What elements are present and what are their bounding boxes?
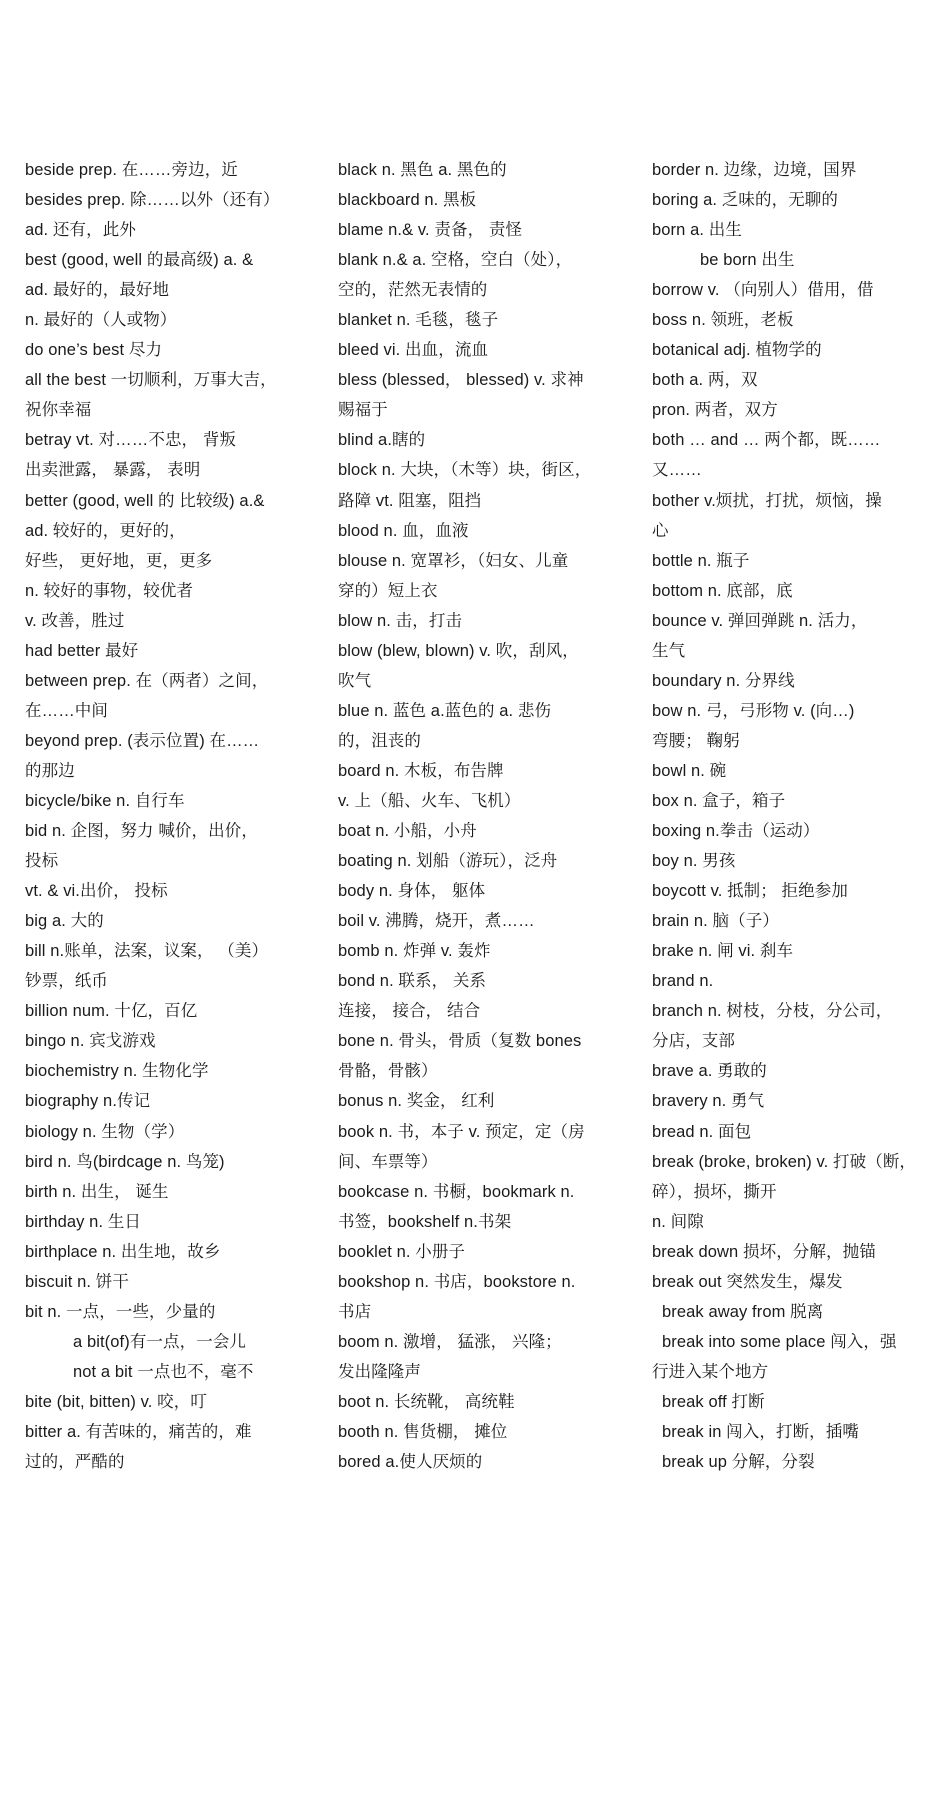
vocab-entry-line: a bit(of)有一点，一会儿 [73, 1332, 247, 1351]
vocab-entry-line: bingo n. 宾戈游戏 [25, 1032, 156, 1051]
vocab-entry-line: brake n. 闸 vi. 刹车 [652, 942, 794, 961]
vocab-entry-line: bit n. 一点，一些，少量的 [25, 1302, 216, 1321]
vocab-entry-line: bother v.烦扰，打扰，烦恼，操 [652, 491, 882, 510]
vocab-entry-line: 过的，严酷的 [25, 1453, 125, 1472]
vocab-entry-line: 空的，茫然无表情的 [338, 281, 488, 300]
vocab-entry-line: beside prep. 在……旁边，近 [25, 161, 238, 179]
vocab-entry-line: 书签，bookshelf n.书架 [338, 1212, 512, 1231]
vocab-entry-line: bleed vi. 出血，流血 [338, 341, 489, 360]
vocab-entry-line: boating n. 划船（游玩），泛舟 [338, 852, 558, 871]
vocab-entry-line: 分店，支部 [652, 1032, 735, 1051]
vocab-entry-line: bicycle/bike n. 自行车 [25, 791, 185, 810]
vocab-entry-line: 钞票，纸币 [25, 972, 108, 991]
vocab-entry-line: biochemistry n. 生物化学 [25, 1062, 209, 1081]
vocab-entry-line: betray vt. 对……不忠， 背叛 [25, 431, 237, 450]
vocab-entry-line: birthday n. 生日 [25, 1212, 142, 1231]
vocab-entry-line: n. 最好的（人或物） [25, 311, 177, 330]
vocab-entry-line: 赐福于 [338, 401, 388, 420]
vocab-entry-line: break out 突然发生，爆发 [652, 1272, 843, 1291]
vocab-entry-line: ad. 较好的，更好的， [25, 521, 186, 540]
vocab-entry-line: 的那边 [25, 761, 75, 780]
vocab-entry-line: bow n. 弓，弓形物 v. (向…) [652, 701, 855, 720]
vocab-entry-line: biography n.传记 [25, 1092, 151, 1111]
vocab-entry-line: ad. 还有，此外 [25, 221, 136, 240]
vocab-entry-line: break in 闯入，打断，插嘴 [662, 1422, 859, 1441]
vocab-entry-line: break into some place 闯入，强 [662, 1332, 897, 1351]
vocab-entry-line: 骨骼，骨骸） [338, 1062, 438, 1081]
vocab-entry-line: block n. 大块，（木等）块，街区， [338, 461, 592, 480]
vocab-entry-line: billion num. 十亿，百亿 [25, 1002, 198, 1021]
vocab-entry-line: blackboard n. 黑板 [338, 191, 477, 210]
vocab-column-1 [25, 155, 325, 1477]
vocab-entry-line: n. 间隙 [652, 1212, 704, 1231]
vocab-entry-line: break down 损坏，分解，抛锚 [652, 1242, 876, 1261]
vocab-entry-line: v. 上（船、火车、飞机） [338, 791, 521, 810]
vocab-entry-line: boundary n. 分界线 [652, 671, 795, 690]
vocab-column-3 [652, 155, 943, 1477]
vocab-entry-line: bonus n. 奖金， 红利 [338, 1092, 495, 1111]
vocab-entry-line: 穿的）短上衣 [338, 581, 438, 600]
vocab-entry-line: biology n. 生物（学） [25, 1122, 185, 1141]
vocab-entry-line: 弯腰； 鞠躬 [652, 731, 740, 750]
vocab-entry-line: blood n. 血，血液 [338, 521, 469, 540]
vocab-entry-line: be born 出生 [700, 251, 795, 270]
vocab-entry-line: borrow v. （向别人）借用，借 [652, 281, 874, 300]
vocab-entry-line: besides prep. 除……以外（还有） [25, 191, 280, 210]
vocab-entry-line: brand n. [652, 972, 714, 991]
vocab-entry-line: bitter a. 有苦味的，痛苦的，难 [25, 1422, 252, 1441]
vocab-entry-line: 又…… [652, 461, 702, 480]
vocab-entry-line: v. 改善，胜过 [25, 611, 125, 630]
vocab-entry-line: 间、车票等） [338, 1152, 438, 1171]
vocab-entry-line: boot n. 长统靴， 高统鞋 [338, 1392, 515, 1411]
vocab-entry-line: break away from 脱离 [662, 1302, 824, 1321]
vocab-entry-line: break (broke, broken) v. 打破（断， [652, 1152, 917, 1171]
vocab-entry-line: bowl n. 碗 [652, 761, 727, 780]
vocab-entry-line: 吹气 [338, 671, 372, 690]
vocab-entry-line: bread n. 面包 [652, 1122, 752, 1141]
vocab-entry-line: bottle n. 瓶子 [652, 551, 750, 570]
vocab-entry-line: pron. 两者，双方 [652, 401, 778, 420]
vocab-entry-line: blow n. 击，打击 [338, 611, 463, 630]
vocab-entry-line: bomb n. 炸弹 v. 轰炸 [338, 942, 491, 961]
vocab-entry-line: boss n. 领班，老板 [652, 311, 794, 330]
vocab-entry-line: bless (blessed， blessed) v. 求神 [338, 371, 584, 390]
vocab-entry-line: boil v. 沸腾，烧开，煮…… [338, 912, 535, 931]
vocab-entry-line: blame n.& v. 责备， 责怪 [338, 221, 523, 240]
vocab-entry-line: 书店 [338, 1302, 372, 1321]
vocab-entry-line: bid n. 企图，努力 喊价，出价， [25, 822, 258, 841]
vocab-entry-line: n. 较好的事物，较优者 [25, 581, 194, 600]
vocab-entry-line: 的，沮丧的 [338, 731, 421, 750]
vocab-entry-line: born a. 出生 [652, 221, 742, 240]
vocab-entry-line: 在……中间 [25, 701, 108, 720]
vocab-entry-line: 发出隆隆声 [338, 1362, 421, 1381]
vocab-entry-line: birth n. 出生， 诞生 [25, 1182, 169, 1201]
vocab-entry-line: 投标 [25, 852, 59, 871]
vocab-entry-line: blind a.瞎的 [338, 431, 426, 450]
vocab-entry-line: bond n. 联系， 关系 [338, 972, 487, 991]
vocab-entry-line: bite (bit, bitten) v. 咬，叮 [25, 1392, 207, 1411]
vocab-entry-line: 路障 vt. 阻塞，阻挡 [338, 491, 482, 510]
vocab-entry-line: boxing n.拳击（运动） [652, 822, 820, 841]
vocab-entry-line: 心 [652, 521, 669, 540]
vocab-entry-line: big a. 大的 [25, 912, 104, 931]
vocab-entry-line: bravery n. 勇气 [652, 1092, 765, 1111]
vocab-entry-line: boring a. 乏味的，无聊的 [652, 191, 838, 210]
vocab-entry-line: bone n. 骨头，骨质（复数 bones [338, 1032, 582, 1051]
vocab-entry-line: better (good, well 的 比较级) a.& [25, 491, 265, 510]
vocab-entry-line: 连接， 接合， 结合 [338, 1002, 481, 1021]
vocab-entry-line: 碎），损坏，撕开 [652, 1182, 777, 1201]
vocab-entry-line: brave a. 勇敢的 [652, 1062, 767, 1081]
vocab-entry-line: bookshop n. 书店，bookstore n. [338, 1272, 576, 1291]
vocab-entry-line: blanket n. 毛毯，毯子 [338, 311, 499, 330]
vocab-entry-line: 好些， 更好地，更，更多 [25, 551, 213, 570]
vocab-entry-line: both a. 两，双 [652, 371, 758, 390]
vocab-entry-line: branch n. 树枝，分枝，分公司， [652, 1002, 893, 1021]
vocab-entry-line: botanical adj. 植物学的 [652, 341, 822, 360]
vocab-entry-line: ad. 最好的，最好地 [25, 281, 170, 300]
vocab-entry-line: board n. 木板，布告牌 [338, 761, 504, 780]
vocab-entry-line: 出卖泄露， 暴露， 表明 [25, 461, 201, 480]
vocab-entry-line: beyond prep. (表示位置) 在…… [25, 731, 260, 750]
vocab-entry-line: not a bit 一点也不，毫不 [73, 1362, 254, 1381]
vocab-entry-line: bored a.使人厌烦的 [338, 1453, 483, 1472]
vocab-entry-line: booklet n. 小册子 [338, 1242, 466, 1261]
vocab-entry-line: boycott v. 抵制； 拒绝参加 [652, 882, 848, 901]
vocab-entry-line: bottom n. 底部，底 [652, 581, 793, 600]
vocab-entry-line: vt. & vi.出价， 投标 [25, 882, 168, 901]
vocab-entry-line: 行进入某个地方 [652, 1362, 769, 1381]
vocab-entry-line: bill n.账单，法案，议案， （美） [25, 942, 269, 961]
vocab-entry-line: border n. 边缘，边境，国界 [652, 161, 857, 179]
vocab-entry-line: box n. 盒子，箱子 [652, 791, 786, 810]
vocab-entry-line: break up 分解，分裂 [662, 1453, 815, 1472]
vocab-entry-line: blue n. 蓝色 a.蓝色的 a. 悲伤 [338, 701, 552, 720]
vocab-entry-line: birthplace n. 出生地，故乡 [25, 1242, 221, 1261]
vocab-entry-line: bounce v. 弹回弹跳 n. 活力， [652, 611, 868, 630]
vocab-entry-line: boy n. 男孩 [652, 852, 736, 871]
vocab-entry-line: blow (blew, blown) v. 吹，刮风， [338, 641, 579, 660]
vocab-entry-line: black n. 黑色 a. 黑色的 [338, 161, 507, 179]
vocab-entry-line: book n. 书，本子 v. 预定，定（房 [338, 1122, 585, 1141]
vocab-entry-line: bookcase n. 书橱，bookmark n. [338, 1182, 575, 1201]
vocab-entry-line: 祝你幸福 [25, 401, 92, 420]
vocab-entry-line: between prep. 在（两者）之间， [25, 671, 269, 690]
vocab-entry-line: boom n. 激增， 猛涨， 兴隆； [338, 1332, 562, 1351]
vocab-entry-line: bird n. 鸟(birdcage n. 鸟笼) [25, 1152, 225, 1171]
vocab-entry-line: best (good, well 的最高级) a. & [25, 251, 254, 270]
vocab-entry-line: do one’s best 尽力 [25, 341, 163, 360]
vocab-entry-line: all the best 一切顺利，万事大吉， [25, 371, 277, 390]
vocab-entry-line: had better 最好 [25, 641, 139, 660]
vocab-column-2 [338, 155, 638, 1477]
vocab-entry-line: boat n. 小船，小舟 [338, 822, 477, 841]
vocab-entry-line: biscuit n. 饼干 [25, 1272, 129, 1291]
vocab-entry-line: booth n. 售货棚， 摊位 [338, 1422, 508, 1441]
vocab-entry-line: blank n.& a. 空格，空白（处）， [338, 251, 573, 270]
vocab-entry-line: blouse n. 宽罩衫，（妇女、儿童 [338, 551, 569, 570]
vocab-entry-line: both … and … 两个都，既…… [652, 431, 881, 450]
vocab-entry-line: brain n. 脑（子） [652, 912, 779, 931]
vocab-entry-line: 生气 [652, 641, 686, 660]
vocab-entry-line: break off 打断 [662, 1392, 765, 1411]
vocab-entry-line: body n. 身体， 躯体 [338, 882, 486, 901]
